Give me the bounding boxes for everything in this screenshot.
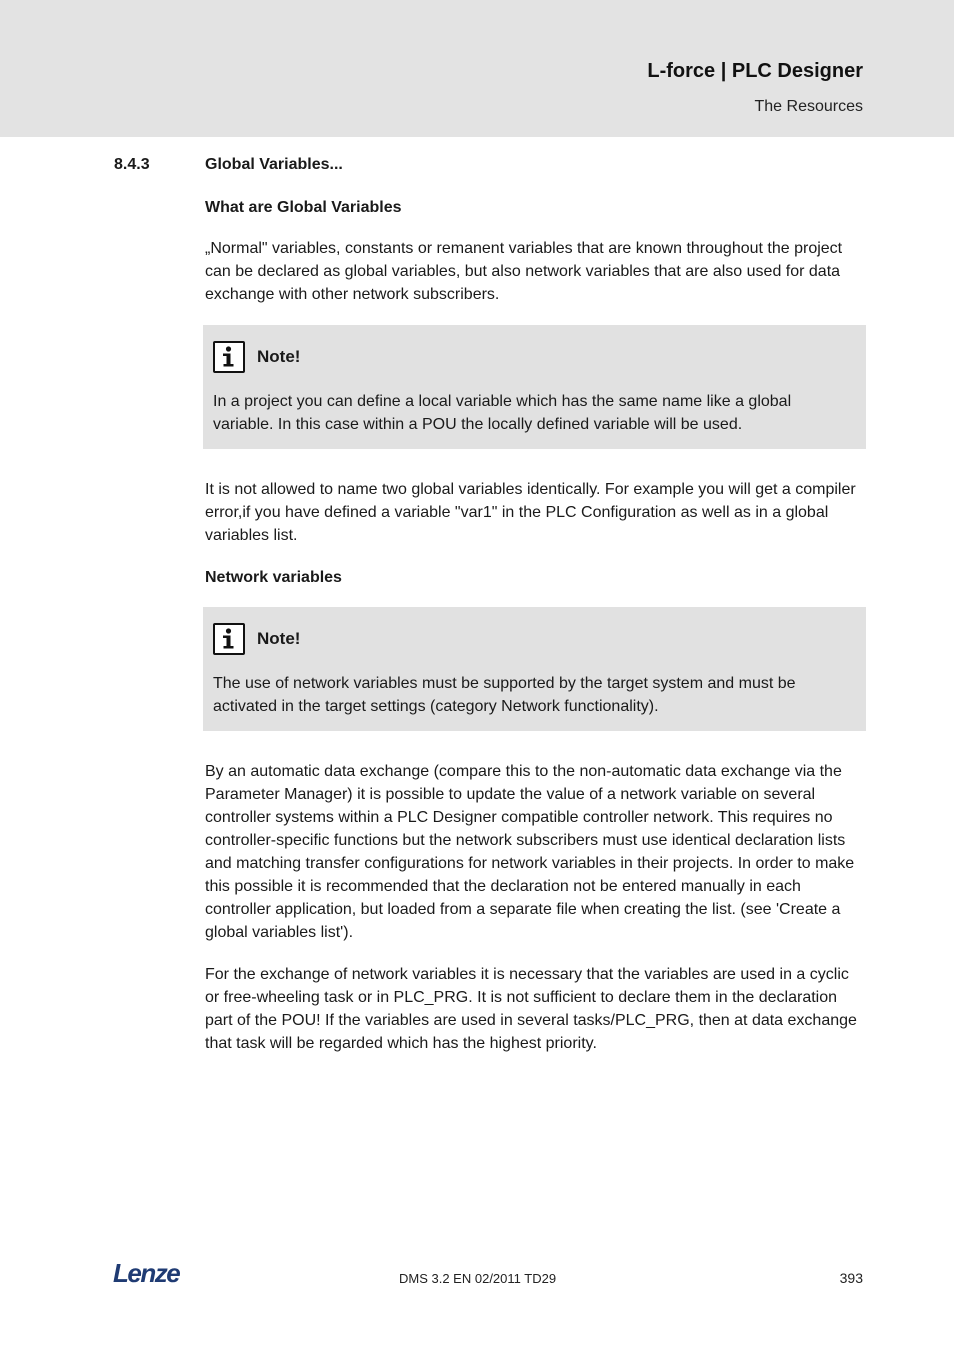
paragraph-exchange-task: For the exchange of network variables it is necessary that the variables are used in a cyclic or free-wheeling task or in PLC_PRG. It is not sufficient to declare them in the declaration part of the POU! If the variables are used in several tasks/PLC_PRG, then at data exchange that task will be regarded which has the highest priority. bbox=[205, 966, 857, 1052]
note-text: In a project you can define a local variable which has the same name like a global variable. In this case within a POU the locally defined variable will be used. bbox=[213, 393, 792, 433]
note-header bbox=[213, 338, 855, 376]
note-label: Note! bbox=[257, 347, 301, 366]
page-number: 393 bbox=[839, 1270, 863, 1286]
subheading-global-variables: What are Global Variables bbox=[205, 199, 402, 216]
info-icon bbox=[213, 623, 245, 655]
info-icon bbox=[213, 341, 245, 373]
paragraph-automatic-exchange: By an automatic data exchange (compare this to the non-automatic data exchange via the Parameter Manager) it is possible to update the value of a network variable on several controller systems within a PLC Designer compatible controller network. This requires no controller-specific functions but the network subscribers must use identical declaration lists and matching transfer configurations for network variables in their projects. In order to make this possible it is recommended that the declaration not be entered manually in each controller application, but loaded from a separate file when creating the list. (see 'Create a global variables list'). bbox=[205, 763, 855, 941]
footer-document-reference: DMS 3.2 EN 02/2011 TD29 bbox=[399, 1271, 557, 1286]
subheading-network-variables: Network variables bbox=[205, 569, 342, 586]
lenze-logo: Lenze bbox=[113, 1258, 180, 1288]
note-header bbox=[213, 620, 855, 658]
content-area bbox=[205, 196, 865, 1074]
document-title: L-force | PLC Designer bbox=[647, 60, 863, 82]
document-subtitle: The Resources bbox=[754, 98, 863, 115]
note-label: Note! bbox=[257, 629, 301, 648]
paragraph-naming-rule: It is not allowed to name two global variables identically. For example you will get a compiler error,if you have defined a variable "var1" in the PLC Configuration as well as in a global variables list. bbox=[205, 481, 856, 544]
paragraph-intro: „Normal" variables, constants or remanent variables that are known throughout the project can be declared as global variables, but also network variables that are also used for data exchange with other network subscribers. bbox=[205, 240, 843, 303]
note-box-network-variables bbox=[203, 607, 866, 731]
note-box-local-variable bbox=[203, 325, 866, 449]
section-title: Global Variables... bbox=[205, 156, 343, 173]
note-text: The use of network variables must be supported by the target system and must be activated in the target settings (category Network functionality). bbox=[213, 675, 796, 715]
section-number: 8.4.3 bbox=[114, 156, 150, 173]
